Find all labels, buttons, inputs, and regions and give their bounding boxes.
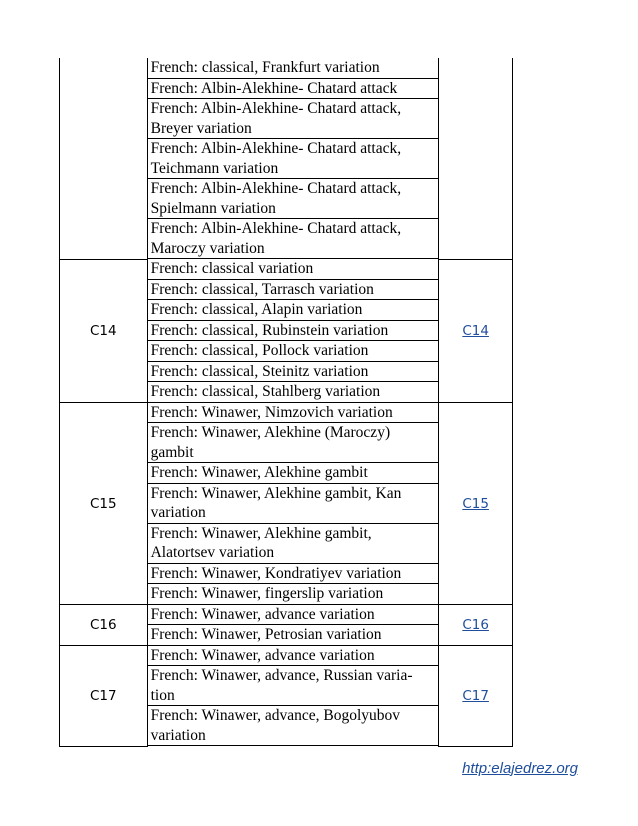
variation-name: French: classical variation <box>148 259 439 280</box>
eco-group-row <box>60 605 513 646</box>
variation-list <box>148 403 439 605</box>
variation-name: French: Winawer, advance variation <box>148 605 439 626</box>
eco-group-row <box>60 58 513 259</box>
variation-name: French: Winawer, Petrosian variation <box>148 625 439 646</box>
eco-link-cell <box>439 403 513 605</box>
eco-link[interactable]: C16 <box>462 617 489 633</box>
variation-list <box>148 646 439 747</box>
eco-link[interactable]: C17 <box>462 687 489 704</box>
variation-name: French: Albin-Alekhine- Chatard attack, Teichmann variation <box>148 139 439 179</box>
variation-name: French: Winawer, Nimzovich variation <box>148 403 439 424</box>
variation-name: French: classical, Alapin variation <box>148 300 439 321</box>
variation-list-cell <box>147 259 439 403</box>
eco-link-cell <box>439 646 513 747</box>
eco-table <box>59 58 513 747</box>
variation-name: French: classical, Pollock variation <box>148 341 439 362</box>
eco-link[interactable]: C14 <box>462 322 489 339</box>
eco-code-cell: C16 <box>60 605 148 646</box>
variation-name: French: Winawer, advance, Russian varia-tion <box>148 666 439 706</box>
variation-name: French: Winawer, Alekhine gambit, Kan variation <box>148 484 439 524</box>
variation-list-cell <box>147 605 439 646</box>
variation-list-cell <box>147 646 439 747</box>
eco-group-row <box>60 403 513 605</box>
variation-name: French: Albin-Alekhine- Chatard attack <box>148 79 439 100</box>
variation-name: French: classical, Frankfurt variation <box>148 58 439 79</box>
variation-name: French: classical, Stahlberg variation <box>148 382 439 403</box>
variation-name: French: classical, Steinitz variation <box>148 362 439 383</box>
variation-name: French: Albin-Alekhine- Chatard attack, Spielmann variation <box>148 179 439 219</box>
eco-group-row <box>60 259 513 403</box>
eco-code-cell: C15 <box>60 403 148 605</box>
eco-code-cell <box>60 58 148 259</box>
variation-name: French: Winawer, advance, Bogolyubov variation <box>148 706 439 746</box>
eco-group-row <box>60 646 513 747</box>
eco-link-cell <box>439 259 513 403</box>
eco-link-cell <box>439 58 513 259</box>
variation-name: French: classical, Rubinstein variation <box>148 321 439 342</box>
variation-list-cell <box>147 403 439 605</box>
eco-table-body <box>60 58 513 746</box>
variation-name: French: Albin-Alekhine- Chatard attack, Breyer variation <box>148 99 439 139</box>
variation-name: French: Winawer, advance variation <box>148 646 439 667</box>
variation-list <box>148 605 439 646</box>
variation-list <box>148 259 439 403</box>
variation-name: French: classical, Tarrasch variation <box>148 280 439 301</box>
variation-name: French: Winawer, Kondratiyev variation <box>148 564 439 585</box>
eco-code-cell: C17 <box>60 646 148 747</box>
eco-code-cell: C14 <box>60 259 148 403</box>
site-link[interactable]: http:elajedrez.org <box>462 760 578 777</box>
eco-link[interactable]: C15 <box>462 495 489 512</box>
variation-name: French: Winawer, Alekhine gambit <box>148 463 439 484</box>
variation-name: French: Winawer, fingerslip variation <box>148 584 439 605</box>
variation-list-cell <box>147 58 439 259</box>
eco-link-cell <box>439 605 513 646</box>
variation-name: French: Albin-Alekhine- Chatard attack, Maroczy variation <box>148 219 439 259</box>
variation-name: French: Winawer, Alekhine (Maroczy) gambit <box>148 423 439 463</box>
variation-list <box>148 58 439 259</box>
variation-name: French: Winawer, Alekhine gambit, Alatortsev variation <box>148 524 439 564</box>
